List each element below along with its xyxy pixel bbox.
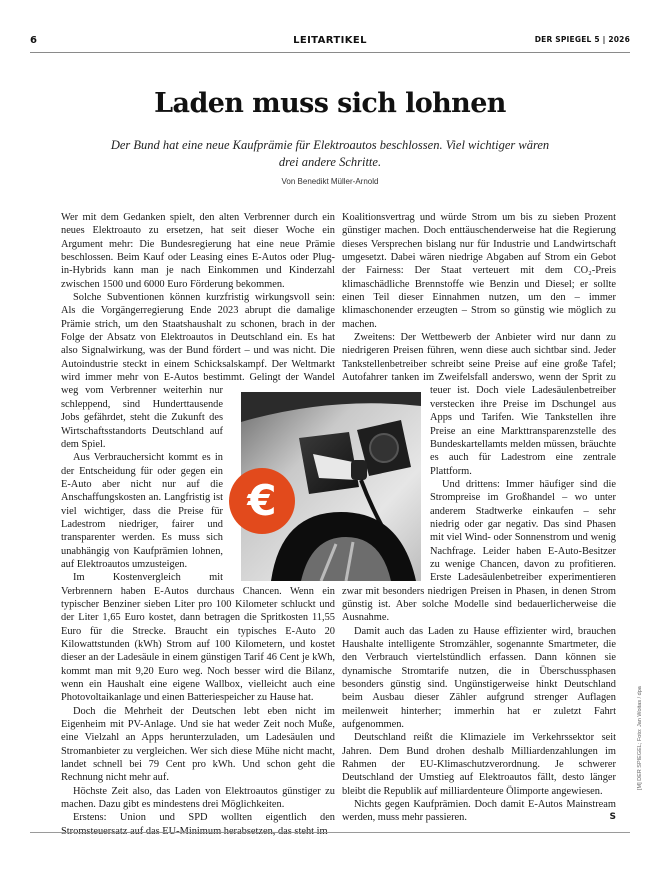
header-rule <box>30 52 630 53</box>
paragraph: Erstens: Union und SPD wollten eigentlich den <box>73 812 335 824</box>
section-label: LEITARTIKEL <box>293 35 367 46</box>
paragraph: Solche Subventionen können kurzfristig wirkungsvoll sein: Als die Vorgängerregierung Ende 2023 abrupt die damalige Prämie strich, um den Staatshaushalt zu schonen, brach in der Folge der Absatz von Elektroautos in Deutschland ein. Es hat also Signalwirkung, was der Bund fördert – und was nicht. Die Autoindustrie steckt in einem Schicksalskampf. Der Weltmarkt wird immer mehr von E-Autos bestimmt. Gelingt der Wandel weg vom Verbrenner weiterhin nur schleppend, sind Hunderttausende Jobs gefährdet, steht die Zukunft des Wirtschaftsstandorts Deutschland auf dem Spiel. <box>61 292 335 450</box>
photo-credit: [M] DER SPIEGEL; Foto: Jan Woitas / dpa <box>637 686 643 790</box>
paragraph: Wer mit dem Gedanken spielt, den alten Verbrenner durch ein neues Elektroauto zu ersetzen, hat seit dieser Woche ein Argument mehr: Die Bundesregierung hat eine neue Prämie beschlossen. Beim Kauf oder Leasing eines E-Autos oder Plug-in-Hybrids kann man je nach Einkommen und Kinderzahl zwischen 1500 und 6000 Euro Förderung bekommen. <box>61 212 335 290</box>
paragraph: Damit auch das Laden zu Hause effizienter wird, brauchen Haushalte intelligente Stromzähler, sogenannte Smartmeter, die den Verbrauch viertelstündlich erfassen. Dann können sie dynamische Stromtarife nutzen, die in Überschussphasen besonders günstig sind. Ungünstigerweise hinkt Deutschland beim Ausbau dieser Zähler aufgrund strenger Auflagen meilenweit hinterher; immerhin hat er zuletzt Fahrt aufgenommen. <box>342 625 616 731</box>
magazine-issue: DER SPIEGEL 5 | 2026 <box>534 35 630 44</box>
page-number: 6 <box>30 35 37 46</box>
paragraph: Aus Verbrauchersicht kommt es in der Entscheidung für oder gegen ein E-Auto aber nicht nur auf die Anschaffungskosten an. Langfristig ist viel wichtiger, dass die Preise für Ladestrom niedriger, fairer und transparenter werden. Es muss sich unabhängig von Kaufprämien lohnen, auf Elektroautos umzusteigen. <box>61 452 223 570</box>
paragraph: Koalitionsvertrag und würde Strom um bis zu sieben Prozent günstiger machen. Doch enttäuschenderweise hat die Regierung dieses Versprechen bislang nur für Industrie und Landwirtschaft umgesetzt. Dabei wären niedrige Abgaben auf Strom ein Gebot der Fairness: Der Staat verteuert mit dem CO₂-Preis klimaschädliche Brennstoffe wie Benzin und Diesel; er sollte einen Teil dieser Einnahmen nutzen, um den – immer klimaschonender erzeugten – Strom so günstig wie möglich zu machen. <box>342 212 616 330</box>
paragraph-text: Nichts gegen Kaufprämien. Doch damit E-Autos Mainstream werden, muss mehr passieren. <box>342 799 616 824</box>
paragraph: Und drittens: Immer häufiger sind die Strompreise im Großhandel – wo unter anderem Stadtwerke einkaufen – sehr niedrig oder gar negativ. Das sind Phasen mit viel Wind- oder Sonnenstrom und wenig Nachfrage. Leider haben E-Auto-Besitzer zu wenige Chancen, davon zu profitieren. Erste Ladesäulenbetreiber experimentieren zwar mit besonders niedrigen Preisen in Phasen, in denen Strom günstig ist. Aber solche Modelle sind bedauerlicherweise die Ausnahme. <box>342 478 616 624</box>
paragraph: Deutschland reißt die Klimaziele im Verkehrssektor seit Jahren. Dem Bund drohen deshalb Milliardenzahlungen im Rahmen der EU-Klimaschutzverordnung. Je schwerer Deutschland der Umstieg auf Elektroautos fällt, desto länger bleibt die Republik auf milliardenteure Ölimporte angewiesen. <box>342 732 616 797</box>
plug-handle <box>351 460 367 480</box>
charging-socket <box>370 434 398 462</box>
euro-icon: € <box>247 476 277 525</box>
article-title: Laden muss sich lohnen <box>154 88 506 119</box>
page-header <box>30 35 630 49</box>
paragraph: Doch die Mehrheit der Deutschen lebt eben nicht im Eigenheim mit PV-Anlage. Und sie hat weder Zeit noch Muße, eine Vielzahl an Apps herunterzuladen, um Ladesäulen und Stromanbieter zu vergleichen. Wer sich diese Mühe nicht macht, landet schnell bei 79 Cent pro kWh. Und schon geht die Rechnung nicht mehr auf. <box>61 705 335 784</box>
euro-badge <box>229 468 295 534</box>
paragraph: Höchste Zeit also, das Laden von Elektroautos günstiger zu machen. Dazu gibt es mindestens drei Möglichkeiten. <box>61 785 335 811</box>
paragraph <box>342 798 616 825</box>
article-dek: Der Bund hat eine neue Kaufprämie für Elektroautos beschlossen. Viel wichtiger wären drei andere Schritte. <box>110 138 550 169</box>
byline: Von Benedikt Müller-Arnold <box>281 177 379 186</box>
end-mark: S <box>609 812 616 823</box>
footer-rule <box>30 832 630 833</box>
paragraph: Zweitens: Der Wettbewerb der Anbieter wird nur dann zu niedrigeren Preisen führen, wenn diese auch sichtbar sind. Jeder Tankstellenbetreiber schreibt seine Preise auf eine große Tafel; Autofahrer tanken im Zweifelsfall anderswo, wenn der Sprit zu teuer ist. Doch viele Ladesäulenbetreiber verstecken ihre Preise im Dschungel aus Apps und Tarifen. Wie Tankstellen ihre Preise an eine Markttransparenzstelle des Bundeskartellamts melden müssen, bräuchte es auch für Ladestrom eine zentrale Plattform. <box>342 332 616 477</box>
paragraph: Im Kostenvergleich mit Verbrennern haben E-Autos durchaus Chancen. Wenn ein typischer Benziner sieben Liter pro 100 Kilometer schluckt und der Liter 1,65 Euro kostet, dann betragen die Spritkosten 11,55 Euro für die Strecke. Braucht ein typisches E-Auto 20 Kilowattstunden (kWh) Strom auf 100 Kilometern, und kostet dieser an der Ladesäule in einem günstigen Tarif 46 Cent je kWh, kommt man mit 9,20 Euro weg. Noch besser wird die Bilanz, wenn ein Haushalt eine eigene Wallbox, vielleicht auch eine Photovoltaikanlage und einen Batteriespeicher zu Hause hat. <box>61 572 335 704</box>
